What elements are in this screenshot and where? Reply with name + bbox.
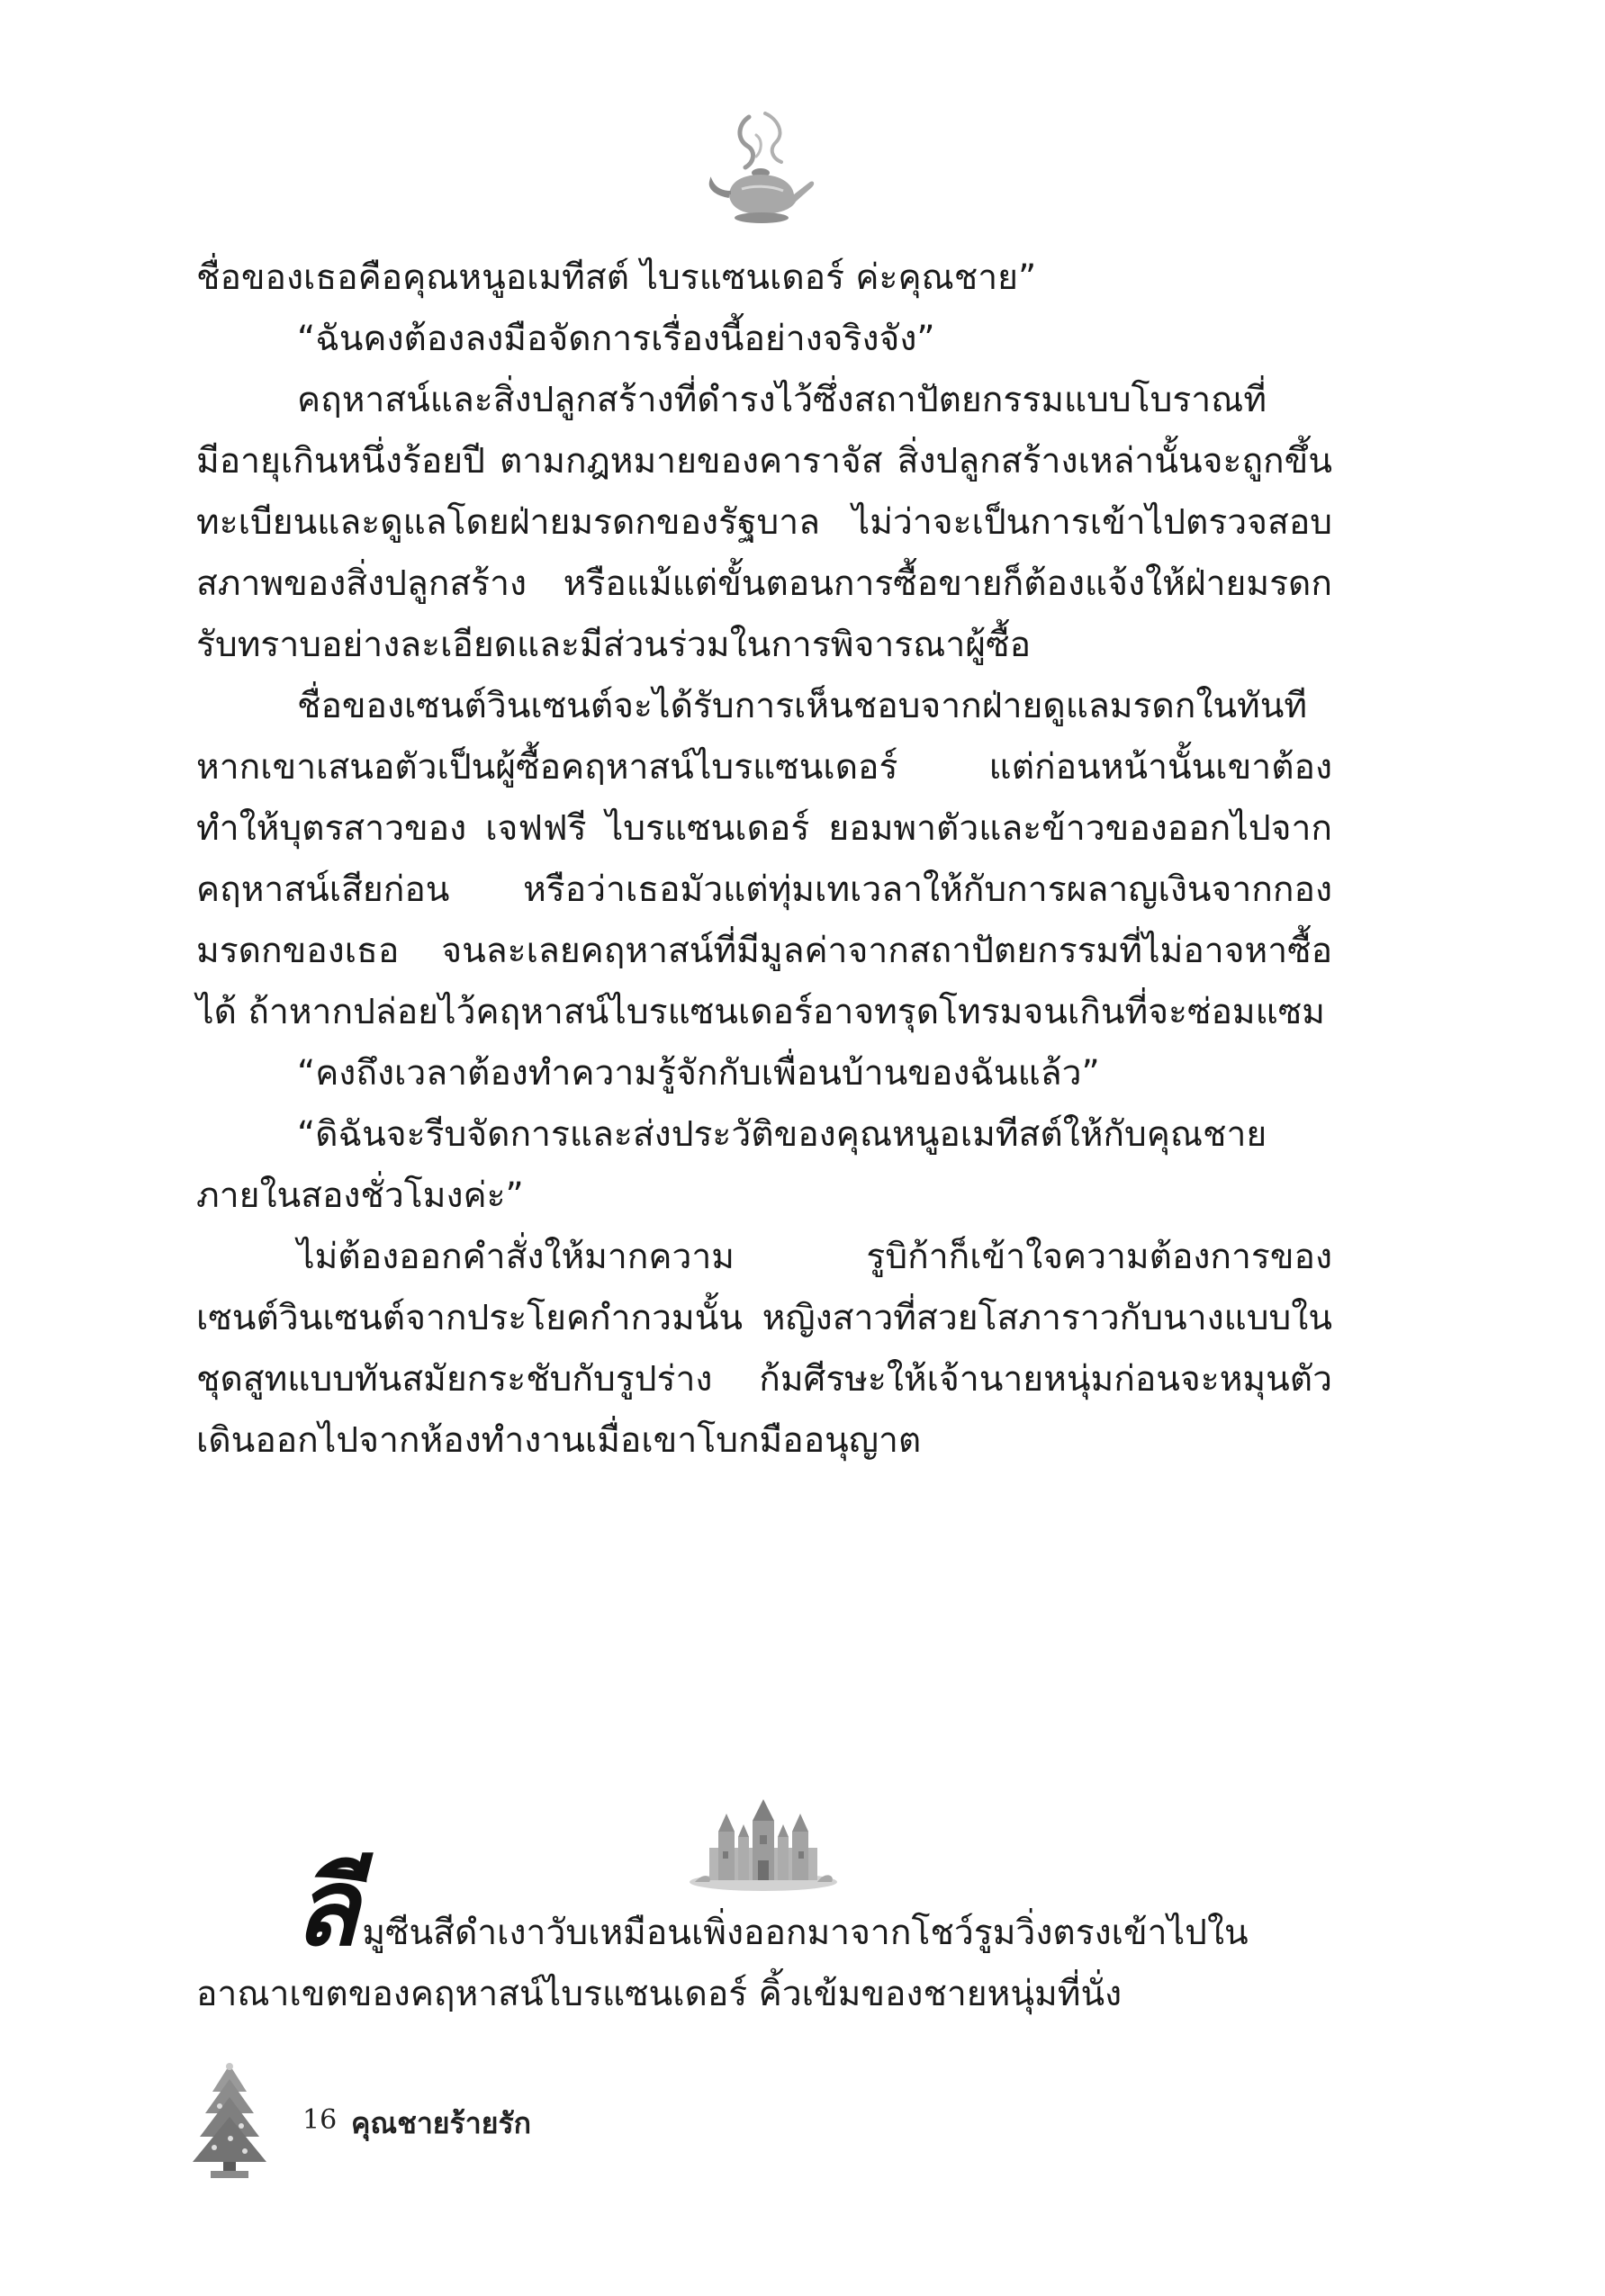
paragraph: คฤหาสน์และสิ่งปลูกสร้างที่ดำรงไว้ซึ่งสถาปัตยกรรมแบบโบราณที่มีอายุเกินหนึ่งร้อยปี ตามกฎหมายของคาราจัส สิ่งปลูกสร้างเหล่านั้นจะถูกขึ้นทะเบียนและดูแลโดยฝ่ายมรดกของรัฐบาล ไม่ว่าจะเป็นการเข้าไปตรวจสอบสภาพของสิ่งปลูกสร้าง หรือแม้แต่ขั้นตอนการซื้อขายก็ต้องแจ้งให้ฝ่ายมรดกรับทราบอย่างละเอียดและมีส่วนร่วมในการพิจารณาผู้ซื้อ <box>196 380 1332 665</box>
paragraph: “ดิฉันจะรีบจัดการและส่งประวัติของคุณหนูอเมทีสต์ให้กับคุณชายภายในสองชั่วโมงค่ะ” <box>196 1114 1267 1216</box>
christmas-tree-icon <box>189 2061 270 2183</box>
body-text <box>196 248 1332 1472</box>
paragraph: ชื่อของเซนต์วินเซนต์จะได้รับการเห็นชอบจากฝ่ายดูแลมรดกในทันทีหากเขาเสนอตัวเป็นผู้ซื้อคฤหาสน์ไบรแซนเดอร์ แต่ก่อนหน้านั้นเขาต้องทำให้บุตรสาวของ เจฟฟรี ไบรแซนเดอร์ ยอมพาตัวและข้าวของออกไปจากคฤหาสน์เสียก่อน หรือว่าเธอมัวแต่ทุ่มเทเวลาให้กับการผลาญเงินจากกองมรดกของเธอ จนละเลยคฤหาสน์ที่มีมูลค่าจากสถาปัตยกรรมที่ไม่อาจหาซื้อได้ ถ้าหากปล่อยไว้คฤหาสน์ไบรแซนเดอร์อาจทรุดโทรมจนเกินที่จะซ่อมแซม <box>196 686 1332 1032</box>
drop-cap: ลี <box>293 1845 359 1969</box>
chapter-opening <box>196 1845 1332 2025</box>
paragraph: “ฉันคงต้องลงมือจัดการเรื่องนี้อย่างจริงจัง” <box>297 319 935 359</box>
paragraph: “คงถึงเวลาต้องทำความรู้จักกับเพื่อนบ้านของฉันแล้ว” <box>297 1053 1100 1094</box>
paragraph: ชื่อของเธอคือคุณหนูอเมทีสต์ ไบรแซนเดอร์ ค่ะคุณชาย” <box>196 257 1037 298</box>
page-footer <box>189 2061 729 2187</box>
paragraph: ไม่ต้องออกคำสั่งให้มากความ รูบิก้าก็เข้าใจความต้องการของเซนต์วินเซนต์จากประโยคกำกวมนั้น หญิงสาวที่สวยโสภาราวกับนางแบบในชุดสูทแบบทันสมัยกระชับกับรูปร่าง ก้มศีรษะให้เจ้านายหนุ่มก่อนจะหมุนตัวเดินออกไปจากห้องทำงานเมื่อเขาโบกมืออนุญาต <box>196 1237 1332 1461</box>
page-number: 16 <box>302 2104 338 2136</box>
chapter-opening-text: มูซีนสีดำเงาวับเหมือนเพิ่งออกมาจากโชว์รูมวิ่งตรงเข้าไปในอาณาเขตของคฤหาสน์ไบรแซนเดอร์ คิ้วเข้มของชายหนุ่มที่นั่ง <box>196 1913 1249 2014</box>
genie-lamp-icon <box>702 108 819 230</box>
book-title: คุณชายร้ายรัก <box>351 2106 531 2140</box>
